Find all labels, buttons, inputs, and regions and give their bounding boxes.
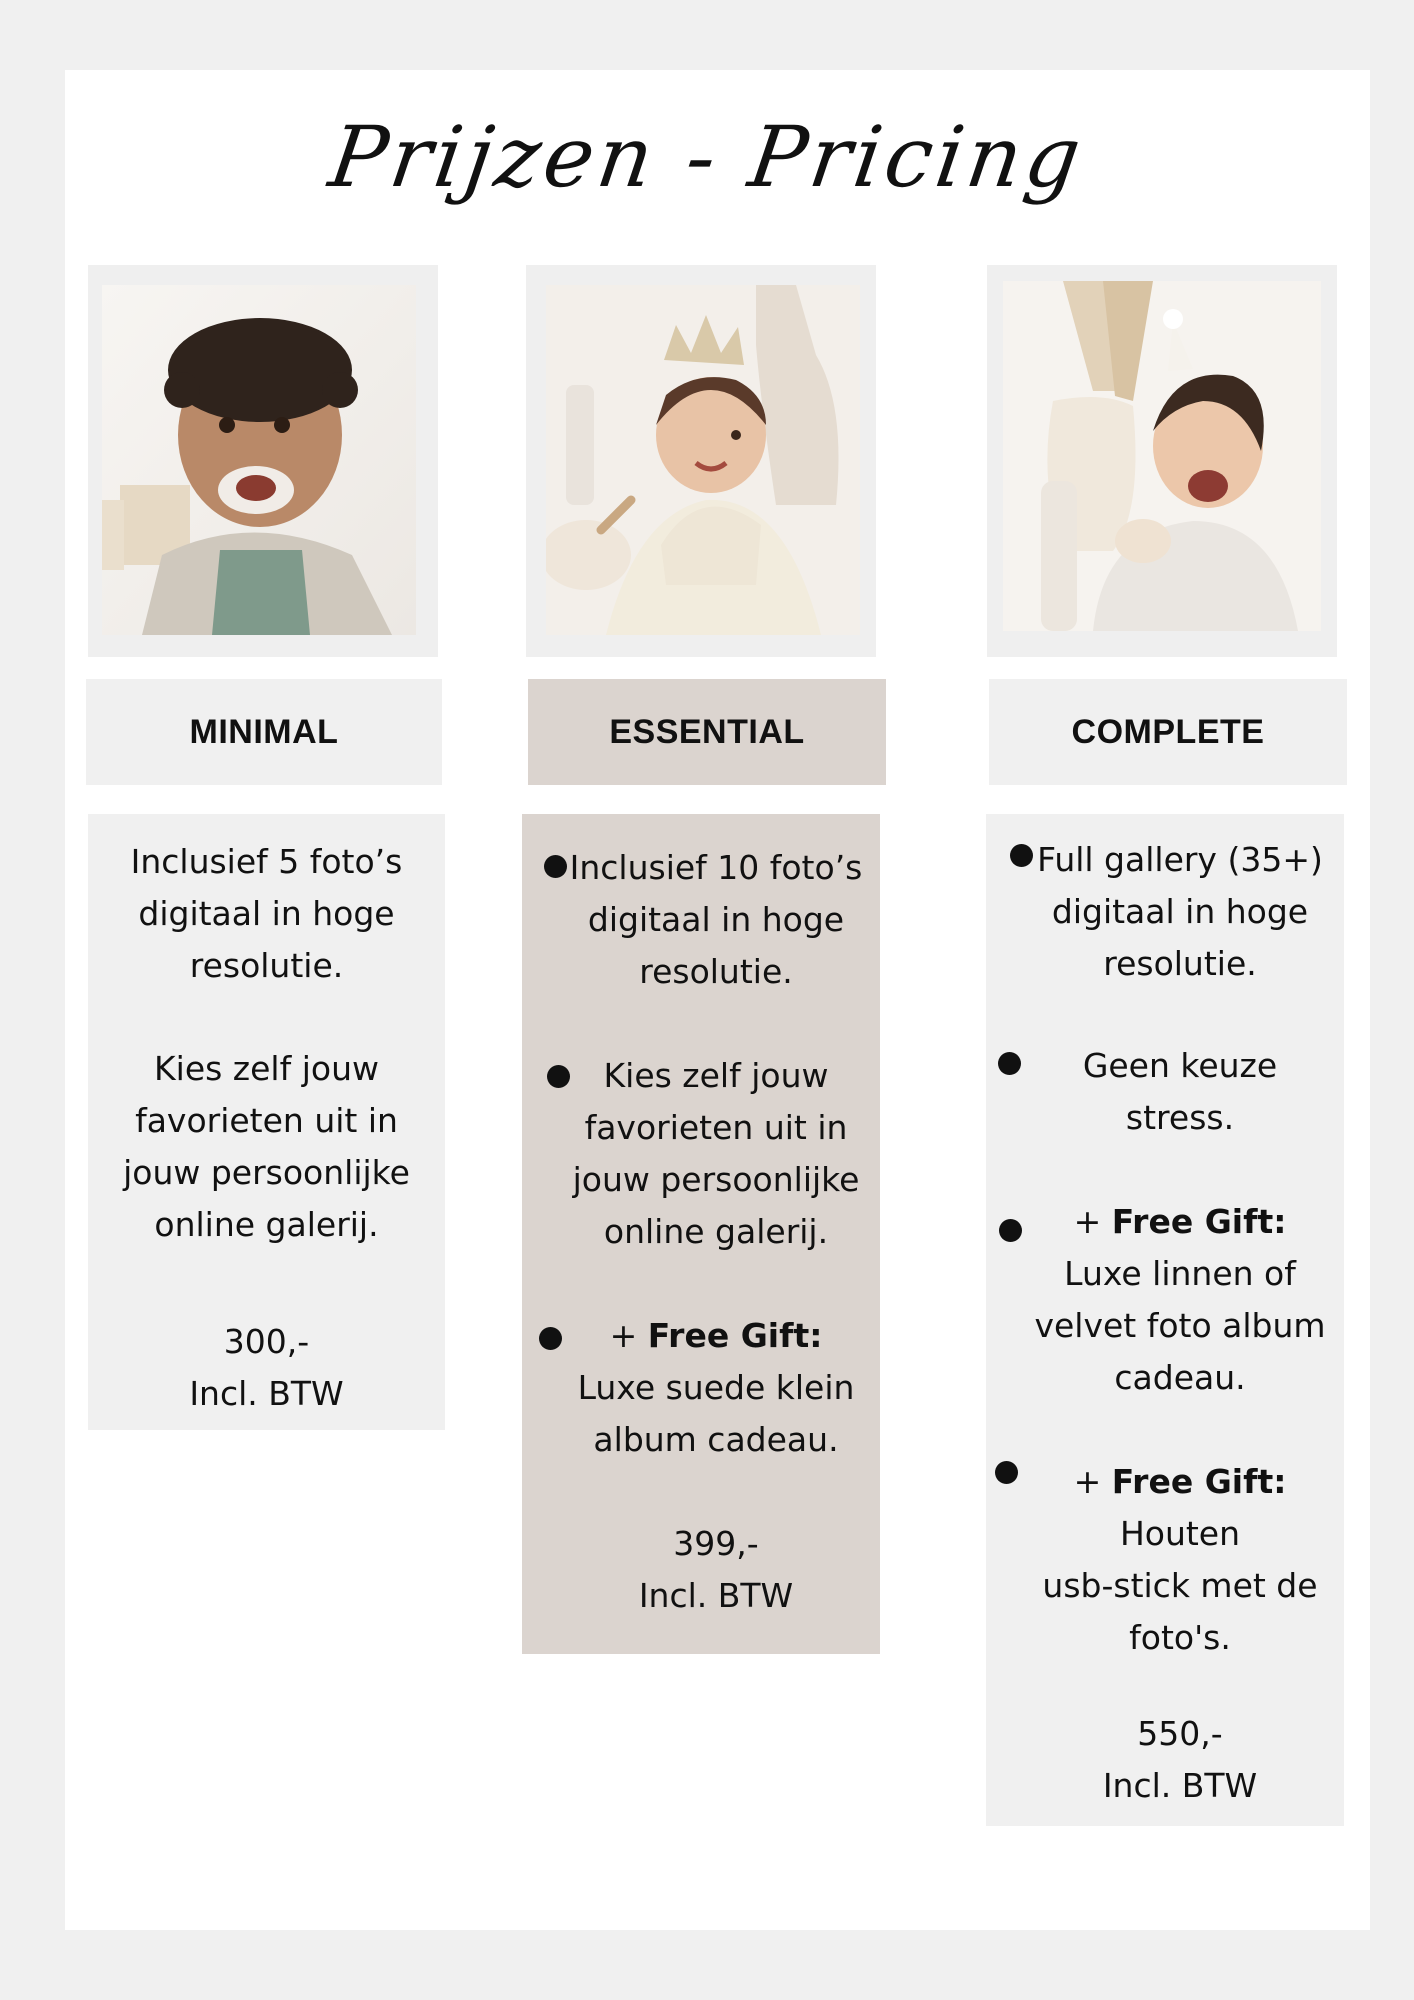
price: 550,-	[1137, 1714, 1223, 1753]
free-gift-label: Free Gift:	[1111, 1462, 1287, 1501]
gift-plus: +	[609, 1316, 638, 1355]
tier-label-essential: ESSENTIAL	[528, 679, 886, 785]
feature-line: foto's.	[1129, 1618, 1231, 1657]
feature-line: usb-stick met de	[1042, 1566, 1318, 1605]
photo-frame-minimal	[88, 265, 438, 657]
feature-line: digitaal in hoge	[138, 894, 395, 933]
tier-label-minimal: MINIMAL	[86, 679, 442, 785]
feature-line: Inclusief 5 foto’s	[130, 842, 403, 881]
photo-frame-essential	[526, 265, 876, 657]
page-title: Prijzen - Pricing	[323, 108, 1091, 206]
feature-line: favorieten uit in	[584, 1108, 848, 1147]
feature-line: jouw persoonlijke	[572, 1160, 860, 1199]
feature-line: digitaal in hoge	[587, 900, 845, 939]
feature-line: jouw persoonlijke	[123, 1153, 410, 1192]
tier-panel-essential	[522, 814, 880, 1654]
tier-panel-complete	[986, 814, 1344, 1826]
free-gift-heading	[1030, 1456, 1330, 1508]
feature-line: resolutie.	[1103, 944, 1257, 983]
bullet-icon	[998, 1052, 1021, 1075]
baby-photo-complete	[1003, 281, 1321, 631]
tax-note: Incl. BTW	[638, 1576, 794, 1615]
gift-plus: +	[1073, 1462, 1102, 1501]
baby-photo-minimal	[102, 285, 416, 635]
tax-note: Incl. BTW	[1102, 1766, 1258, 1805]
price: 300,-	[223, 1322, 310, 1361]
feature-line: online galerij.	[154, 1205, 379, 1244]
feature-line: Kies zelf jouw	[154, 1049, 379, 1088]
price: 399,-	[673, 1524, 759, 1563]
feature-line: album cadeau.	[593, 1420, 839, 1459]
bullet-icon	[544, 855, 567, 878]
feature-line: digitaal in hoge	[1051, 892, 1309, 931]
tax-note: Incl. BTW	[189, 1374, 344, 1413]
feature-line: resolutie.	[639, 952, 793, 991]
bullet-icon	[539, 1327, 562, 1350]
feature-line: resolutie.	[189, 946, 344, 985]
bullet-icon	[995, 1461, 1018, 1484]
feature-line: Luxe linnen of	[1064, 1254, 1296, 1293]
bullet-icon	[999, 1219, 1022, 1242]
feature-line: Full gallery (35+)	[1037, 840, 1323, 879]
feature-line: cadeau.	[1114, 1358, 1246, 1397]
tier-panel-minimal	[88, 814, 445, 1430]
feature-line: Geen keuze	[1082, 1046, 1278, 1085]
feature-line: Kies zelf jouw	[603, 1056, 829, 1095]
feature-line: online galerij.	[603, 1212, 829, 1251]
free-gift-label: Free Gift:	[647, 1316, 823, 1355]
free-gift-label: Free Gift:	[1111, 1202, 1287, 1241]
feature-line: velvet foto album	[1034, 1306, 1326, 1345]
feature-line: Inclusief 10 foto’s	[569, 848, 863, 887]
free-gift-heading	[1030, 1196, 1330, 1248]
feature-line: Houten	[1119, 1514, 1241, 1553]
feature-line: Luxe suede klein	[577, 1368, 855, 1407]
feature-line: stress.	[1125, 1098, 1235, 1137]
gift-plus: +	[1073, 1202, 1102, 1241]
feature-line: favorieten uit in	[135, 1101, 398, 1140]
free-gift-heading	[566, 1310, 866, 1362]
baby-photo-essential	[546, 285, 860, 635]
photo-frame-complete	[987, 265, 1337, 657]
tier-label-complete: COMPLETE	[989, 679, 1347, 785]
